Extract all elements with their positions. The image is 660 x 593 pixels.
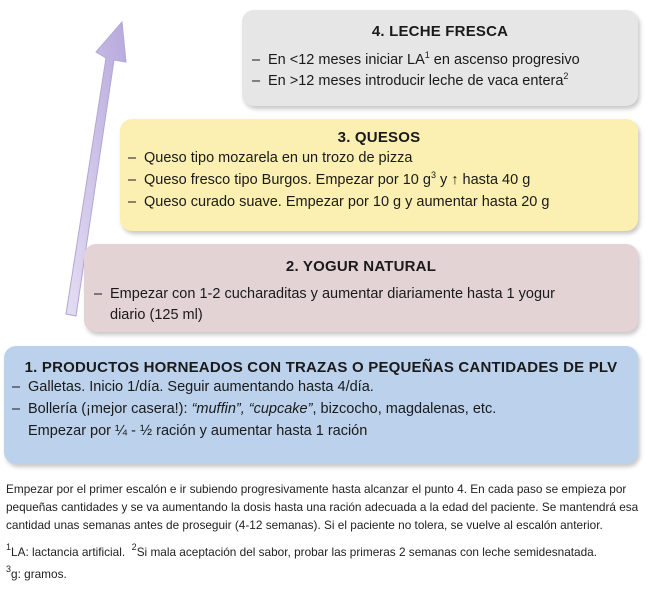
step-1-list — [12, 376, 638, 442]
step-1-title: 1. PRODUCTOS HORNEADOS CON TRAZAS O PEQUEÑAS CANTIDADES DE PLV — [24, 359, 618, 376]
list-item: – En >12 meses introducir leche de vaca entera$^2$ — [252, 71, 569, 89]
list-item: – Queso tipo mozarela en un trozo de pizza — [128, 150, 413, 166]
step-1-productos-horneados — [4, 346, 638, 464]
explanatory-note: Empezar por el primer escalón e ir subiendo progresivamente hasta alcanzar el punto 4. En cada paso se empieza por pequeñas cantidades y se va aumentando la dosis hasta una ración adecuada a la edad del paciente. Se mantendrá esa cantidad unas semanas antes de proseguir (4-12 semanas). Si el paciente no tolera, se vuelve al escalón anterior. — [6, 482, 639, 532]
step-3-list — [128, 147, 638, 213]
list-item: – Queso fresco tipo Burgos. Empezar por 10 $g^3$ y ↑ hasta 40 g — [128, 170, 531, 188]
list-item: – Bollería (¡mejor casera!): “muffin”, “cupcake”, bizcocho, magdalenas, etc. Empezar por ¼ - ½ ración y aumentar hasta 1 ración — [12, 401, 497, 439]
step-4-title: 4. LECHE FRESCA — [371, 23, 509, 40]
list-item: – Queso curado suave. Empezar por 10 g y aumentar hasta 20 g — [128, 194, 550, 210]
list-item: – Empezar con 1-2 cucharaditas y aumentar diariamente hasta 1 yogur diario (125 ml) — [94, 286, 555, 323]
list-item: – Galletas. Inicio 1/día. Seguir aumentando hasta 4/día. — [12, 379, 374, 395]
step-4-leche-fresca — [242, 10, 638, 106]
footnotes-1-2: $^1$LA: lactancia artificial. $^2$Si mala aceptación del sabor, probar las primeras 2 semanas con leche semidesnatada. — [6, 542, 598, 559]
list-item: – En <12 meses iniciar $LA^1$ en ascenso progresivo — [252, 50, 580, 68]
step-2-title: 2. YOGUR NATURAL — [285, 258, 437, 275]
step-3-title: 3. QUESOS — [337, 129, 421, 146]
step-2-list — [94, 284, 638, 326]
step-2-yogur-natural — [84, 244, 638, 332]
step-4-list — [252, 50, 638, 92]
footnote-3: $^3$g: gramos. — [6, 564, 67, 581]
step-3-quesos — [120, 119, 638, 231]
